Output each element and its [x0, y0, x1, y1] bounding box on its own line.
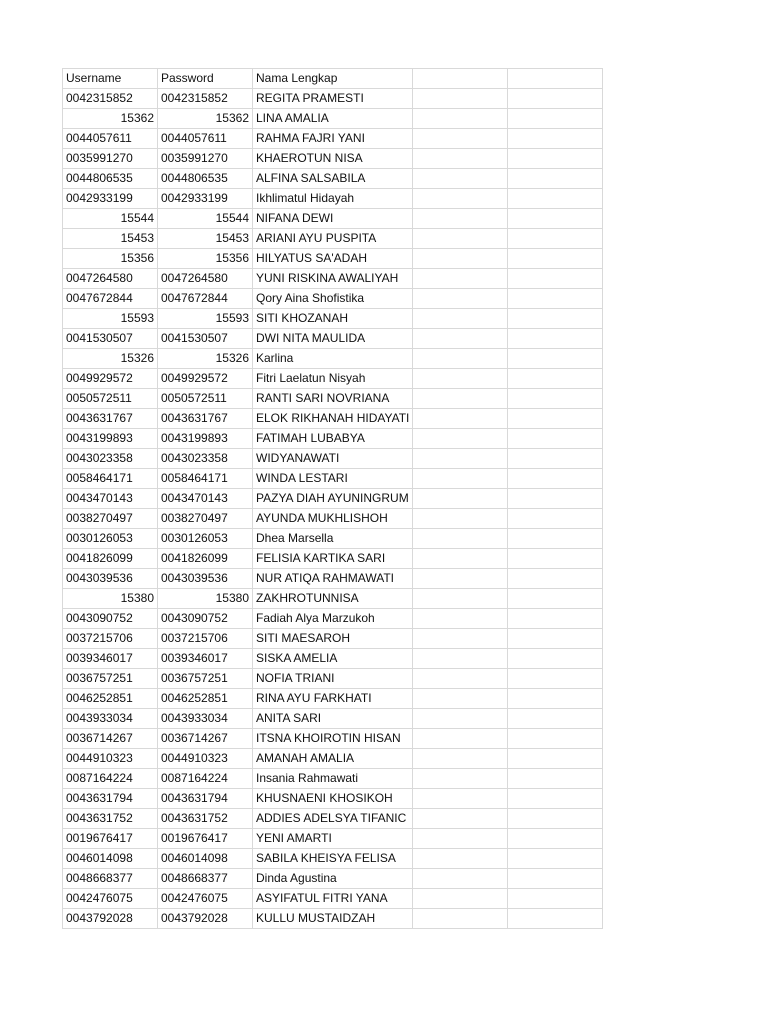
empty-cell[interactable] — [413, 589, 508, 609]
empty-cell[interactable] — [413, 749, 508, 769]
username-cell[interactable]: 0039346017 — [63, 649, 158, 669]
full-name-cell[interactable]: SITI KHOZANAH — [253, 309, 413, 329]
full-name-cell[interactable]: Insania Rahmawati — [253, 769, 413, 789]
empty-cell[interactable] — [508, 629, 603, 649]
empty-cell[interactable] — [413, 549, 508, 569]
password-cell[interactable]: 0047672844 — [158, 289, 253, 309]
table-row — [63, 429, 603, 449]
password-cell[interactable]: 15544 — [158, 209, 253, 229]
table-row — [63, 629, 603, 649]
table-row — [63, 769, 603, 789]
password-cell[interactable]: 0041826099 — [158, 549, 253, 569]
empty-cell[interactable] — [508, 389, 603, 409]
empty-cell[interactable] — [413, 289, 508, 309]
empty-cell[interactable] — [508, 849, 603, 869]
empty-cell[interactable] — [413, 369, 508, 389]
empty-cell[interactable] — [413, 769, 508, 789]
empty-cell[interactable] — [413, 349, 508, 369]
empty-cell[interactable] — [413, 209, 508, 229]
empty-cell[interactable] — [413, 509, 508, 529]
empty-cell[interactable] — [413, 529, 508, 549]
username-cell[interactable]: 0046252851 — [63, 689, 158, 709]
full-name-cell[interactable]: LINA AMALIA — [253, 109, 413, 129]
username-cell[interactable]: 15544 — [63, 209, 158, 229]
empty-cell[interactable] — [413, 249, 508, 269]
table-row — [63, 609, 603, 629]
full-name-cell[interactable]: Karlina — [253, 349, 413, 369]
password-cell[interactable]: 0030126053 — [158, 529, 253, 549]
password-cell[interactable]: 0036714267 — [158, 729, 253, 749]
empty-cell[interactable] — [413, 189, 508, 209]
username-cell[interactable]: 0043090752 — [63, 609, 158, 629]
full-name-cell[interactable]: NUR ATIQA RAHMAWATI — [253, 569, 413, 589]
password-cell[interactable]: 0043792028 — [158, 909, 253, 929]
username-cell[interactable]: 0058464171 — [63, 469, 158, 489]
password-cell[interactable]: 15326 — [158, 349, 253, 369]
username-cell[interactable]: 0043631767 — [63, 409, 158, 429]
full-name-cell[interactable]: SISKA AMELIA — [253, 649, 413, 669]
full-name-cell[interactable]: KHUSNAENI KHOSIKOH — [253, 789, 413, 809]
username-cell[interactable]: 0047264580 — [63, 269, 158, 289]
password-cell[interactable]: 0087164224 — [158, 769, 253, 789]
full-name-cell[interactable]: Fadiah Alya Marzukoh — [253, 609, 413, 629]
full-name-cell[interactable]: NOFIA TRIANI — [253, 669, 413, 689]
table-row — [63, 689, 603, 709]
full-name-cell[interactable]: WIDYANAWATI — [253, 449, 413, 469]
full-name-cell[interactable]: ANITA SARI — [253, 709, 413, 729]
password-cell[interactable]: 0043090752 — [158, 609, 253, 629]
password-cell[interactable]: 0019676417 — [158, 829, 253, 849]
username-cell[interactable]: 15362 — [63, 109, 158, 129]
password-cell[interactable]: 0039346017 — [158, 649, 253, 669]
table-row — [63, 889, 603, 909]
empty-cell[interactable] — [413, 449, 508, 469]
username-cell[interactable]: 0043039536 — [63, 569, 158, 589]
empty-cell[interactable] — [413, 829, 508, 849]
empty-cell[interactable] — [508, 889, 603, 909]
empty-cell[interactable] — [413, 309, 508, 329]
empty-cell[interactable] — [413, 109, 508, 129]
empty-cell[interactable] — [508, 749, 603, 769]
full-name-cell[interactable]: ELOK RIKHANAH HIDAYATI — [253, 409, 413, 429]
username-cell[interactable]: 0019676417 — [63, 829, 158, 849]
empty-cell[interactable] — [413, 329, 508, 349]
empty-cell[interactable] — [508, 669, 603, 689]
full-name-cell[interactable]: ARIANI AYU PUSPITA — [253, 229, 413, 249]
password-cell[interactable]: 0058464171 — [158, 469, 253, 489]
table-row — [63, 549, 603, 569]
empty-cell[interactable] — [413, 69, 508, 89]
username-cell[interactable]: 0041530507 — [63, 329, 158, 349]
table-row — [63, 409, 603, 429]
table-row — [63, 129, 603, 149]
empty-cell[interactable] — [508, 249, 603, 269]
empty-cell[interactable] — [508, 589, 603, 609]
table-row — [63, 509, 603, 529]
empty-cell[interactable] — [413, 129, 508, 149]
table-row — [63, 149, 603, 169]
username-cell[interactable]: 0042315852 — [63, 89, 158, 109]
password-cell[interactable]: 0043199893 — [158, 429, 253, 449]
empty-cell[interactable] — [508, 69, 603, 89]
table-row — [63, 169, 603, 189]
username-cell[interactable]: 0046014098 — [63, 849, 158, 869]
username-cell[interactable]: 15453 — [63, 229, 158, 249]
table-row — [63, 469, 603, 489]
empty-cell[interactable] — [413, 649, 508, 669]
full-name-cell[interactable]: RINA AYU FARKHATI — [253, 689, 413, 709]
username-cell[interactable]: 0087164224 — [63, 769, 158, 789]
full-name-cell[interactable]: RANTI SARI NOVRIANA — [253, 389, 413, 409]
full-name-cell[interactable]: KULLU MUSTAIDZAH — [253, 909, 413, 929]
table-row — [63, 89, 603, 109]
full-name-cell[interactable]: Dinda Agustina — [253, 869, 413, 889]
empty-cell[interactable] — [508, 869, 603, 889]
full-name-cell[interactable]: Qory Aina Shofistika — [253, 289, 413, 309]
header-username[interactable]: Username — [63, 69, 158, 89]
username-cell[interactable]: 15356 — [63, 249, 158, 269]
empty-cell[interactable] — [508, 409, 603, 429]
empty-cell[interactable] — [413, 629, 508, 649]
empty-cell[interactable] — [413, 889, 508, 909]
password-cell[interactable]: 0042315852 — [158, 89, 253, 109]
empty-cell[interactable] — [508, 169, 603, 189]
password-cell[interactable]: 0043039536 — [158, 569, 253, 589]
table-row — [63, 529, 603, 549]
full-name-cell[interactable]: YUNI RISKINA AWALIYAH — [253, 269, 413, 289]
table-row — [63, 369, 603, 389]
empty-cell[interactable] — [508, 729, 603, 749]
username-cell[interactable]: 0044806535 — [63, 169, 158, 189]
password-cell[interactable]: 0041530507 — [158, 329, 253, 349]
table-row — [63, 189, 603, 209]
password-cell[interactable]: 0046014098 — [158, 849, 253, 869]
full-name-cell[interactable]: Dhea Marsella — [253, 529, 413, 549]
table-row — [63, 109, 603, 129]
password-cell[interactable]: 15593 — [158, 309, 253, 329]
full-name-cell[interactable]: WINDA LESTARI — [253, 469, 413, 489]
empty-cell[interactable] — [508, 449, 603, 469]
table-row — [63, 589, 603, 609]
username-cell[interactable]: 0043470143 — [63, 489, 158, 509]
empty-cell[interactable] — [508, 329, 603, 349]
username-cell[interactable]: 0036714267 — [63, 729, 158, 749]
table-row — [63, 349, 603, 369]
username-cell[interactable]: 15326 — [63, 349, 158, 369]
password-cell[interactable]: 0037215706 — [158, 629, 253, 649]
header-full-name[interactable]: Nama Lengkap — [253, 69, 413, 89]
table-row — [63, 569, 603, 589]
empty-cell[interactable] — [508, 309, 603, 329]
username-cell[interactable]: 0042476075 — [63, 889, 158, 909]
table-row — [63, 649, 603, 669]
empty-cell[interactable] — [508, 569, 603, 589]
empty-cell[interactable] — [413, 469, 508, 489]
password-cell[interactable]: 0050572511 — [158, 389, 253, 409]
username-cell[interactable]: 0035991270 — [63, 149, 158, 169]
username-cell[interactable]: 0030126053 — [63, 529, 158, 549]
username-cell[interactable]: 0043933034 — [63, 709, 158, 729]
full-name-cell[interactable]: AMANAH AMALIA — [253, 749, 413, 769]
empty-cell[interactable] — [508, 709, 603, 729]
empty-cell[interactable] — [508, 269, 603, 289]
empty-cell[interactable] — [413, 729, 508, 749]
password-cell[interactable]: 0043933034 — [158, 709, 253, 729]
full-name-cell[interactable]: ADDIES ADELSYA TIFANIC — [253, 809, 413, 829]
table-row — [63, 849, 603, 869]
table-row — [63, 229, 603, 249]
empty-cell[interactable] — [508, 469, 603, 489]
username-cell[interactable]: 0047672844 — [63, 289, 158, 309]
empty-cell[interactable] — [508, 229, 603, 249]
empty-cell[interactable] — [413, 89, 508, 109]
password-cell[interactable]: 0043631767 — [158, 409, 253, 429]
empty-cell[interactable] — [508, 349, 603, 369]
username-cell[interactable]: 0037215706 — [63, 629, 158, 649]
username-cell[interactable]: 0042933199 — [63, 189, 158, 209]
table-row — [63, 789, 603, 809]
empty-cell[interactable] — [413, 869, 508, 889]
username-cell[interactable]: 0048668377 — [63, 869, 158, 889]
empty-cell[interactable] — [508, 89, 603, 109]
username-cell[interactable]: 0043792028 — [63, 909, 158, 929]
empty-cell[interactable] — [413, 409, 508, 429]
username-cell[interactable]: 0043199893 — [63, 429, 158, 449]
full-name-cell[interactable]: NIFANA DEWI — [253, 209, 413, 229]
full-name-cell[interactable]: SABILA KHEISYA FELISA — [253, 849, 413, 869]
password-cell[interactable]: 0036757251 — [158, 669, 253, 689]
full-name-cell[interactable]: SITI MAESAROH — [253, 629, 413, 649]
empty-cell[interactable] — [508, 489, 603, 509]
empty-cell[interactable] — [413, 149, 508, 169]
password-cell[interactable]: 15380 — [158, 589, 253, 609]
empty-cell[interactable] — [508, 769, 603, 789]
password-cell[interactable]: 0043631794 — [158, 789, 253, 809]
table-row — [63, 809, 603, 829]
full-name-cell[interactable]: AYUNDA MUKHLISHOH — [253, 509, 413, 529]
full-name-cell[interactable]: FELISIA KARTIKA SARI — [253, 549, 413, 569]
username-cell[interactable]: 0049929572 — [63, 369, 158, 389]
password-cell[interactable]: 0049929572 — [158, 369, 253, 389]
password-cell[interactable]: 0046252851 — [158, 689, 253, 709]
header-password[interactable]: Password — [158, 69, 253, 89]
empty-cell[interactable] — [508, 109, 603, 129]
empty-cell[interactable] — [413, 669, 508, 689]
full-name-cell[interactable]: Fitri Laelatun Nisyah — [253, 369, 413, 389]
password-cell[interactable]: 0038270497 — [158, 509, 253, 529]
password-cell[interactable]: 15453 — [158, 229, 253, 249]
empty-cell[interactable] — [413, 389, 508, 409]
password-cell[interactable]: 0048668377 — [158, 869, 253, 889]
empty-cell[interactable] — [508, 509, 603, 529]
spreadsheet-table — [62, 68, 603, 929]
password-cell[interactable]: 0035991270 — [158, 149, 253, 169]
table-row — [63, 489, 603, 509]
username-cell[interactable]: 0043631794 — [63, 789, 158, 809]
password-cell[interactable]: 15356 — [158, 249, 253, 269]
empty-cell[interactable] — [413, 569, 508, 589]
empty-cell[interactable] — [508, 529, 603, 549]
empty-cell[interactable] — [508, 909, 603, 929]
password-cell[interactable]: 0044057611 — [158, 129, 253, 149]
full-name-cell[interactable]: RAHMA FAJRI YANI — [253, 129, 413, 149]
empty-cell[interactable] — [508, 789, 603, 809]
empty-cell[interactable] — [413, 229, 508, 249]
username-cell[interactable]: 0044057611 — [63, 129, 158, 149]
full-name-cell[interactable]: ITSNA KHOIROTIN HISAN — [253, 729, 413, 749]
empty-cell[interactable] — [508, 149, 603, 169]
password-cell[interactable]: 0044910323 — [158, 749, 253, 769]
table-row — [63, 329, 603, 349]
empty-cell[interactable] — [413, 689, 508, 709]
username-cell[interactable]: 0050572511 — [63, 389, 158, 409]
full-name-cell[interactable]: DWI NITA MAULIDA — [253, 329, 413, 349]
empty-cell[interactable] — [413, 609, 508, 629]
empty-cell[interactable] — [508, 209, 603, 229]
table-row — [63, 449, 603, 469]
empty-cell[interactable] — [413, 429, 508, 449]
full-name-cell[interactable]: ZAKHROTUNNISA — [253, 589, 413, 609]
empty-cell[interactable] — [508, 609, 603, 629]
username-cell[interactable]: 0041826099 — [63, 549, 158, 569]
table-row — [63, 249, 603, 269]
empty-cell[interactable] — [413, 709, 508, 729]
empty-cell[interactable] — [413, 849, 508, 869]
table-row — [63, 669, 603, 689]
table-row — [63, 309, 603, 329]
username-cell[interactable]: 0043023358 — [63, 449, 158, 469]
table-row — [63, 269, 603, 289]
username-cell[interactable]: 0036757251 — [63, 669, 158, 689]
empty-cell[interactable] — [508, 649, 603, 669]
password-cell[interactable]: 0042476075 — [158, 889, 253, 909]
empty-cell[interactable] — [413, 809, 508, 829]
full-name-cell[interactable]: PAZYA DIAH AYUNINGRUM — [253, 489, 413, 509]
username-cell[interactable]: 15380 — [63, 589, 158, 609]
empty-cell[interactable] — [508, 369, 603, 389]
table-row — [63, 289, 603, 309]
username-cell[interactable]: 0044910323 — [63, 749, 158, 769]
password-cell[interactable]: 0043631752 — [158, 809, 253, 829]
password-cell[interactable]: 0043470143 — [158, 489, 253, 509]
full-name-cell[interactable]: YENI AMARTI — [253, 829, 413, 849]
username-cell[interactable]: 0038270497 — [63, 509, 158, 529]
table-row — [63, 389, 603, 409]
username-cell[interactable]: 15593 — [63, 309, 158, 329]
empty-cell[interactable] — [508, 809, 603, 829]
username-cell[interactable]: 0043631752 — [63, 809, 158, 829]
password-cell[interactable]: 0044806535 — [158, 169, 253, 189]
empty-cell[interactable] — [508, 689, 603, 709]
empty-cell[interactable] — [413, 789, 508, 809]
empty-cell[interactable] — [508, 549, 603, 569]
full-name-cell[interactable]: KHAEROTUN NISA — [253, 149, 413, 169]
password-cell[interactable]: 0047264580 — [158, 269, 253, 289]
empty-cell[interactable] — [508, 829, 603, 849]
empty-cell[interactable] — [508, 289, 603, 309]
empty-cell[interactable] — [413, 909, 508, 929]
spreadsheet-body — [63, 69, 603, 929]
empty-cell[interactable] — [413, 269, 508, 289]
full-name-cell[interactable]: FATIMAH LUBABYA — [253, 429, 413, 449]
table-row — [63, 709, 603, 729]
table-row — [63, 909, 603, 929]
empty-cell[interactable] — [508, 129, 603, 149]
table-row — [63, 829, 603, 849]
header-row — [63, 69, 603, 89]
empty-cell[interactable] — [508, 429, 603, 449]
full-name-cell[interactable]: Ikhlimatul Hidayah — [253, 189, 413, 209]
full-name-cell[interactable]: REGITA PRAMESTI — [253, 89, 413, 109]
password-cell[interactable]: 0042933199 — [158, 189, 253, 209]
full-name-cell[interactable]: HILYATUS SA'ADAH — [253, 249, 413, 269]
password-cell[interactable]: 15362 — [158, 109, 253, 129]
table-row — [63, 749, 603, 769]
table-row — [63, 729, 603, 749]
empty-cell[interactable] — [413, 489, 508, 509]
password-cell[interactable]: 0043023358 — [158, 449, 253, 469]
empty-cell[interactable] — [413, 169, 508, 189]
empty-cell[interactable] — [508, 189, 603, 209]
table-row — [63, 209, 603, 229]
table-row — [63, 869, 603, 889]
full-name-cell[interactable]: ALFINA SALSABILA — [253, 169, 413, 189]
full-name-cell[interactable]: ASYIFATUL FITRI YANA — [253, 889, 413, 909]
